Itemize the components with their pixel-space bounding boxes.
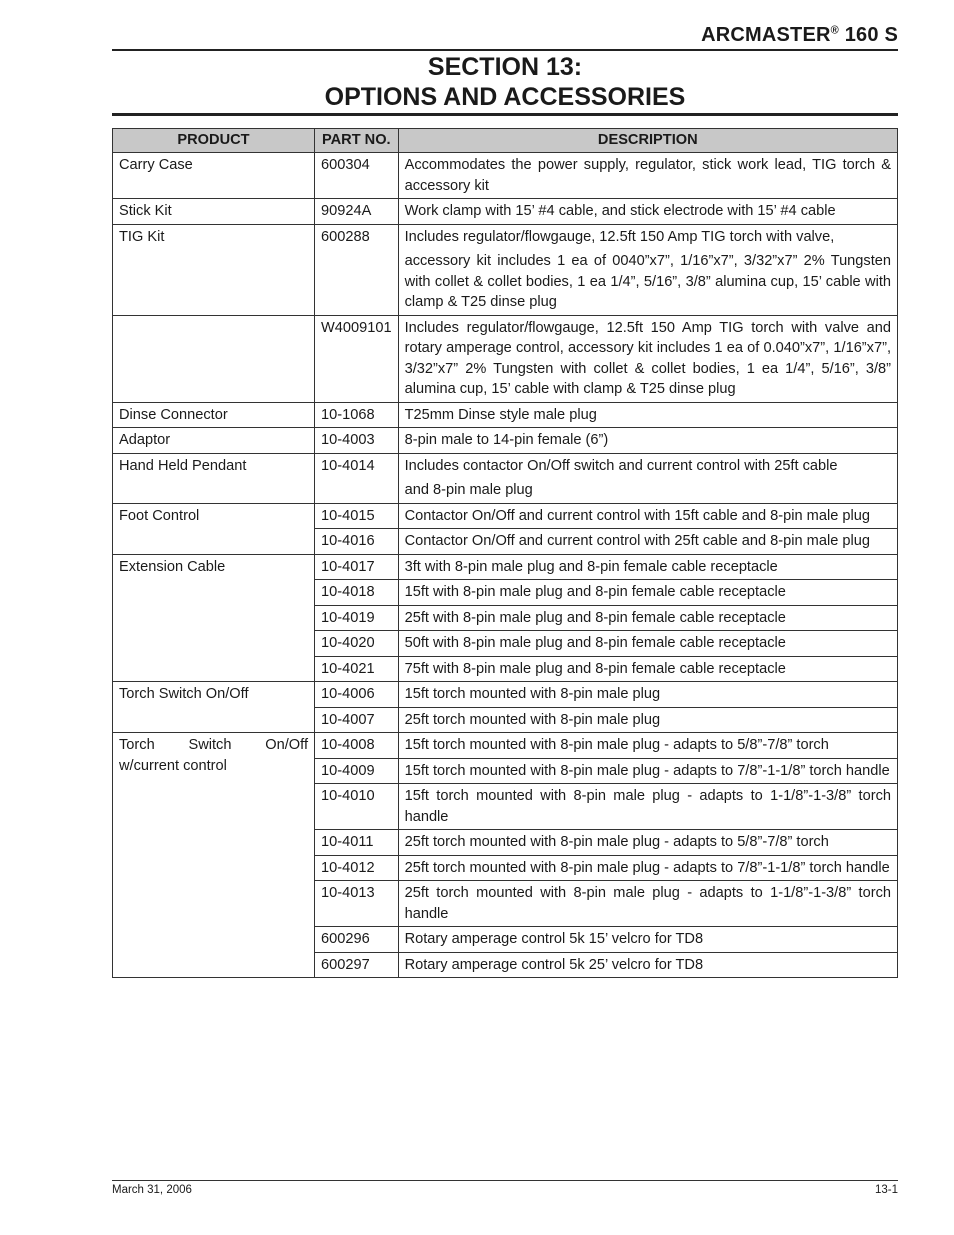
footer-date: March 31, 2006 <box>112 1184 192 1196</box>
description-cell: 25ft torch mounted with 8-pin male plug - adapts to 7/8”-1-1/8” torch handle <box>398 855 897 881</box>
part-cell: 10-4011 <box>315 830 399 856</box>
description-cell: 15ft torch mounted with 8-pin male plug - adapts to 7/8”-1-1/8” torch handle <box>398 758 897 784</box>
model-name: 160 S <box>838 24 898 46</box>
table-row <box>113 428 898 454</box>
description-continuation: accessory kit includes 1 ea of 0040”x7”, 1/16”x7”, 3/32”x7” 2% Tungsten with collet & collet bodies, 1 ea 1/4”, 5/16”, 3/8” alumina cup, 15’ cable with clamp & T25 dinse plug <box>404 253 891 310</box>
accessories-table <box>112 128 898 978</box>
table-row <box>113 199 898 225</box>
description-cell: 25ft with 8-pin male plug and 8-pin female cable receptacle <box>398 605 897 631</box>
part-cell: 600304 <box>315 153 399 199</box>
description-cell: Accommodates the power supply, regulator, stick work lead, TIG torch & accessory kit <box>398 153 897 199</box>
product-cell: Torch Switch On/Off w/current control <box>113 733 315 978</box>
part-cell: 10-4006 <box>315 682 399 708</box>
table-row <box>113 315 898 402</box>
table-row <box>113 554 898 580</box>
part-cell: W4009101 <box>315 315 399 402</box>
description-cell: Rotary amperage control 5k 15’ velcro for TD8 <box>398 927 897 953</box>
product-cell: Dinse Connector <box>113 402 315 428</box>
part-cell: 10-4016 <box>315 529 399 555</box>
table-row <box>113 503 898 529</box>
part-cell: 10-4009 <box>315 758 399 784</box>
part-cell: 10-4008 <box>315 733 399 759</box>
description-line: Includes regulator/flowgauge, 12.5ft 150 Amp TIG torch with valve, <box>404 228 835 245</box>
footer-page-number: 13-1 <box>874 1184 898 1196</box>
description-cell: Contactor On/Off and current control with 15ft cable and 8-pin male plug <box>398 503 897 529</box>
part-cell: 10-1068 <box>315 402 399 428</box>
description-cell: 15ft torch mounted with 8-pin male plug - adapts to 5/8”-7/8” torch <box>398 733 897 759</box>
part-cell: 10-4015 <box>315 503 399 529</box>
table-header-row <box>113 129 898 153</box>
table-row <box>113 453 898 503</box>
product-cell: TIG Kit <box>113 224 315 315</box>
description-cell <box>398 453 897 503</box>
part-cell: 600296 <box>315 927 399 953</box>
part-cell: 10-4019 <box>315 605 399 631</box>
document-brand-header <box>701 24 898 47</box>
section-title <box>112 52 898 112</box>
part-cell: 10-4012 <box>315 855 399 881</box>
header-description: DESCRIPTION <box>398 129 897 153</box>
part-cell: 90924A <box>315 199 399 225</box>
part-cell: 10-4014 <box>315 453 399 503</box>
product-cell: Adaptor <box>113 428 315 454</box>
description-cell: Includes regulator/flowgauge, 12.5ft 150 Amp TIG torch with valve and rotary amperage control, accessory kit includes 1 ea of 0.040”x7”, 1/16”x7”, 3/32”x7” 2% Tungsten with collet & collet bodies, 1 ea 1/4”, 5/16”, 3/8” alumina cup, 15’ cable with clamp & T25 dinse plug <box>398 315 897 402</box>
description-cell: 3ft with 8-pin male plug and 8-pin female cable receptacle <box>398 554 897 580</box>
registered-mark: ® <box>830 24 839 37</box>
description-cell: 8-pin male to 14-pin female (6”) <box>398 428 897 454</box>
header-product: PRODUCT <box>113 129 315 153</box>
description-cell: 15ft with 8-pin male plug and 8-pin female cable receptacle <box>398 580 897 606</box>
description-cell: 25ft torch mounted with 8-pin male plug - adapts to 1-1/8”-1-3/8” torch handle <box>398 881 897 927</box>
header-part-no: PART NO. <box>315 129 399 153</box>
part-cell: 10-4017 <box>315 554 399 580</box>
part-cell: 10-4003 <box>315 428 399 454</box>
description-cell: 25ft torch mounted with 8-pin male plug - adapts to 5/8”-7/8” torch <box>398 830 897 856</box>
product-cell: Hand Held Pendant <box>113 453 315 503</box>
table-row <box>113 153 898 199</box>
brand-name: ARCMASTER <box>701 24 831 46</box>
description-cell <box>398 224 897 315</box>
description-cell: Rotary amperage control 5k 25’ velcro for TD8 <box>398 952 897 978</box>
description-cell: Contactor On/Off and current control with 25ft cable and 8-pin male plug <box>398 529 897 555</box>
description-cell: 75ft with 8-pin male plug and 8-pin female cable receptacle <box>398 656 897 682</box>
product-cell: Extension Cable <box>113 554 315 682</box>
footer-rule <box>112 1180 898 1181</box>
part-cell: 10-4010 <box>315 784 399 830</box>
table-row <box>113 733 898 759</box>
description-cell: 15ft torch mounted with 8-pin male plug - adapts to 1-1/8”-1-3/8” torch handle <box>398 784 897 830</box>
description-continuation: and 8-pin male plug <box>404 482 533 498</box>
section-number: SECTION 13: <box>427 53 583 81</box>
description-line: Includes contactor On/Off switch and current control with 25ft cable <box>404 457 838 474</box>
product-cell: Torch Switch On/Off <box>113 682 315 733</box>
part-cell: 10-4021 <box>315 656 399 682</box>
description-cell: 25ft torch mounted with 8-pin male plug <box>398 707 897 733</box>
title-rule <box>112 113 898 116</box>
part-cell: 600297 <box>315 952 399 978</box>
product-cell <box>113 315 315 402</box>
description-cell: 15ft torch mounted with 8-pin male plug <box>398 682 897 708</box>
description-cell: 50ft with 8-pin male plug and 8-pin female cable receptacle <box>398 631 897 657</box>
product-cell: Carry Case <box>113 153 315 199</box>
part-cell: 10-4018 <box>315 580 399 606</box>
table-row <box>113 224 898 315</box>
description-cell: T25mm Dinse style male plug <box>398 402 897 428</box>
part-cell: 10-4013 <box>315 881 399 927</box>
product-cell: Stick Kit <box>113 199 315 225</box>
part-cell: 10-4020 <box>315 631 399 657</box>
table-row <box>113 682 898 708</box>
section-name: OPTIONS AND ACCESSORIES <box>324 83 686 111</box>
header-rule <box>112 49 898 51</box>
part-cell: 600288 <box>315 224 399 315</box>
description-cell: Work clamp with 15’ #4 cable, and stick electrode with 15’ #4 cable <box>398 199 897 225</box>
part-cell: 10-4007 <box>315 707 399 733</box>
product-cell: Foot Control <box>113 503 315 554</box>
table-row <box>113 402 898 428</box>
